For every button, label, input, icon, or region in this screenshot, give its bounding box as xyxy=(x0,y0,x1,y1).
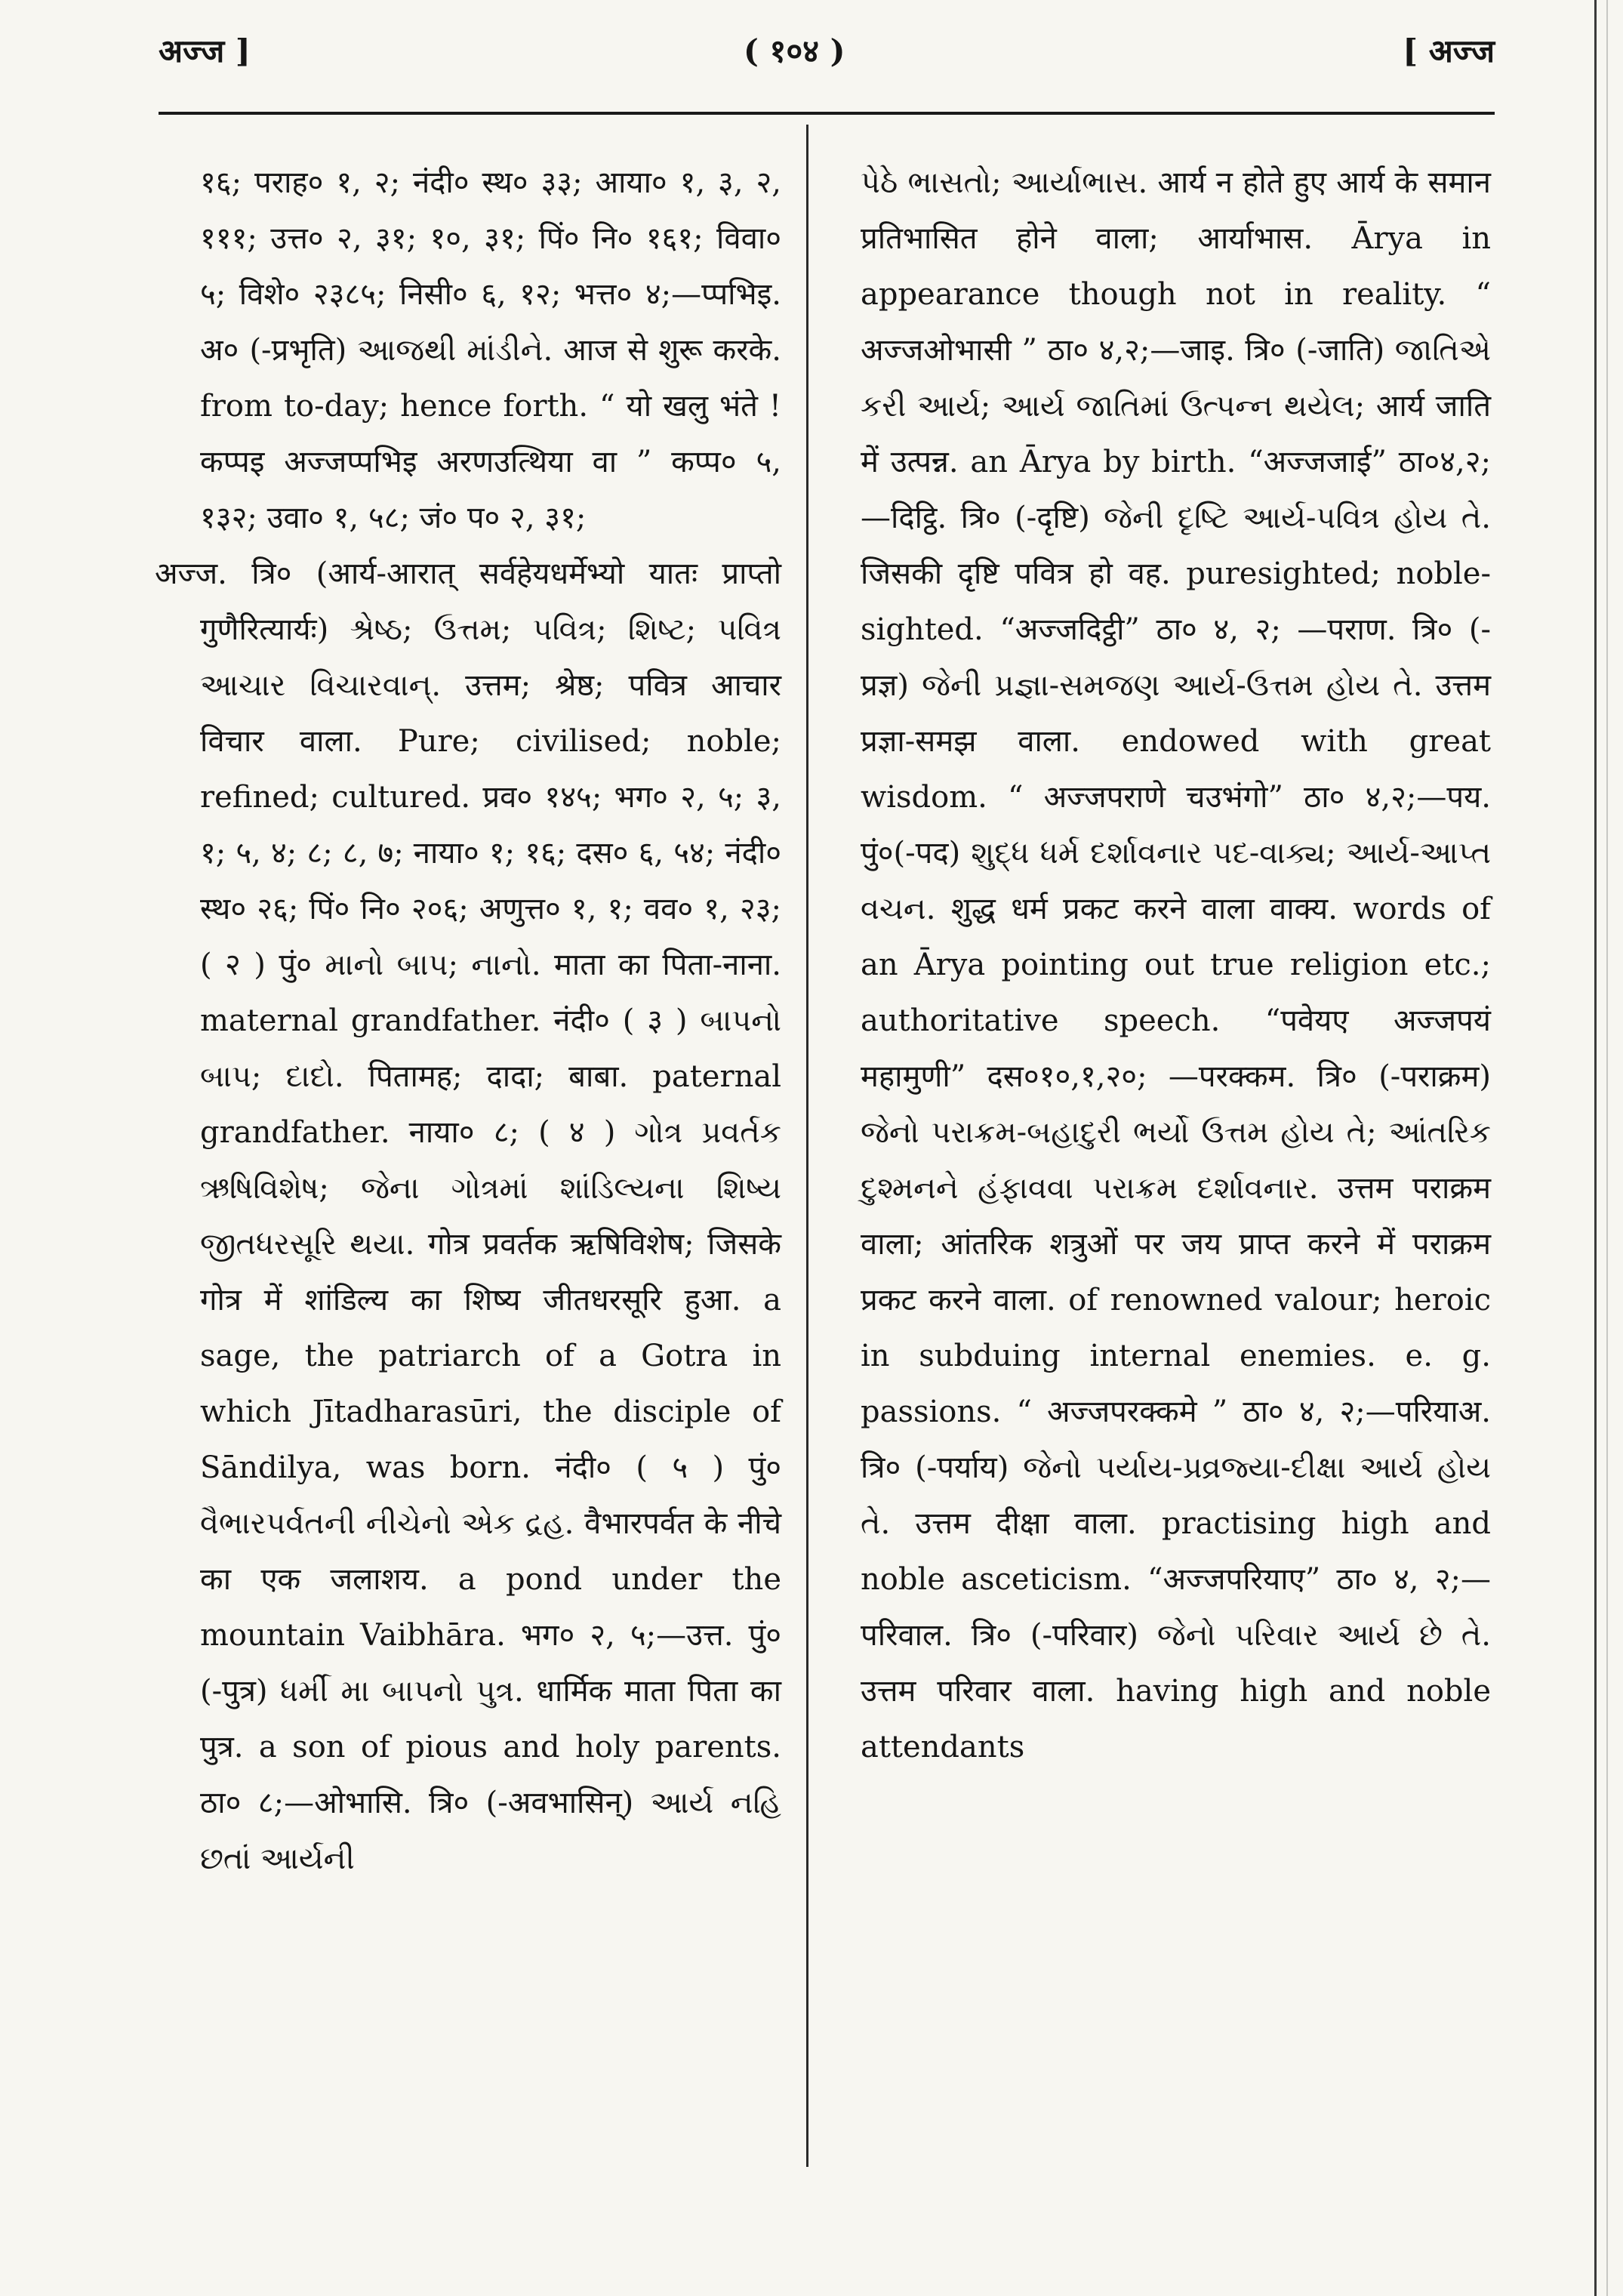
entry-ajja-compounds: પેઠે ભાસતો; આર્યાભાસ. आर्य न होते हुए आर्य के समान प्रतिभासित होने वाला; आर्याभास. Ārya in appearance though not in reality. “ अज्जओभासी ” ठा० ४,२;—जाइ. त्रि० (-जाति) જાતિએ કરી આર્ય; આર્ય જાતિમાં ઉત્પન્ન થયેલ; आर्य जाति में उत्पन्न. an Ārya by birth. “अज्जजाई” ठा०४,२; —दिट्ठि. त्रि० (-दृष्टि) જેની દૃષ્ટિ આર્ય-પવિત્ર હોય તે. जिसकी दृष्टि पवित्र हो वह. puresighted; noble-sighted. “अज्जदिट्ठी” ठा० ४, २; —पराण. त्रि० (-प्रज्ञ) જેની પ્રજ્ઞા-સમજણ આર્ય-ઉત્તમ હોય તે. उत्तम प्रज्ञा-समझ वाला. endowed with great wisdom. “ अज्जपराणे चउभंगो” ठा० ४,२;—पय. पुं०(-पद) શુદ્ધ ધર્મ દર્શાવનાર પદ-વાક્ય; આર્ય-આપ્ત વચન. शुद्ध धर्म प्रकट करने वाला वाक्य. words of an Ārya pointing out true religion etc.; authoritative speech. “पवेयए अज्जपयं महामुणी” दस०१०,१,२०; —परक्कम. त्रि० (-पराक्रम) જેનો પરાક્રમ-બહાદુરી ભર્યો ઉત્તમ હોય તે; આંતરિક દુશ્મનને હંફાવવા પરાક્રમ દર્શાવનાર. उत्तम पराक्रम वाला; आंतरिक शत्रुओं पर जय प्राप्त करने में पराक्रम प्रकट करने वाला. of renowned valour; heroic in subduing internal enemies. e. g. passions. “ अज्जपरक्कमे ” ठा० ४, २;—परियाअ. त्रि० (-पर्याय) જેનો પર્યાય-પ્રવ્રજ્યા-દીક્ષા આર્ય હોય તે. उत्तम दीक्षा वाला. practising high and noble asceticism. “अज्जपरियाए” ठा० ४, २;—परिवाल. त्रि० (-परिवार) જેનો પરિવાર આર્ય છે તે. उत्तम परिवार वाला. having high and noble attendants xyxy=(861,165,1491,1764)
entry-ajja: अज्ज. त्रि० (आर्य-आरात् सर्वहेयधर्मेभ्यो यातः प्राप्तो गुणैरित्यार्यः) શ્રેષ્ઠ; ઉત્તમ; પવિત્ર; શિષ્ટ; પવિત્ર આચાર વિચારવાન્. उत्तम; श्रेष्ठ; पवित्र आचार विचार वाला. Pure; civilised; noble; refined; cultured. प्रव० १४५; भग० २, ५; ३, १; ५, ४; ८; ८, ७; नाया० १; १६; दस० ६, ५४; नंदी० स्थ० २६; पिं० नि० २०६; अणुत्त० १, १; वव० १, २३; ( २ ) पुं० માનો બાપ; નાનો. माता का पिता-नाना. maternal grandfather. नंदी० ( ३ ) બાપનો બાપ; દાદો. पितामह; दादा; बाबा. paternal grandfather. नाया० ८; ( ४ ) ગોત્ર પ્રવર્તક ઋષિવિશેષ; જેના ગોત્રમાં શાંડિલ્યના શિષ્ય જીતધરસૂરિ થયા. गोत्र प्रवर्तक ऋषिविशेष; जिसके गोत्र में शांडिल्य का शिष्य जीतधरसूरि हुआ. a sage, the patriarch of a Gotra in which Jītadharasūri, the disciple of Sāndilya, was born. नंदी० ( ५ ) पुं० વૈભારપર્વતની નીચેનો એક દ્રહ. वैभारपर्वत के नीचे का एक जलाशय. a pond under the mountain Vaibhāra. भग० २, ५;—उत्त. पुं० (-पुत्र) ધર્મી મા બાપનો પુત્ર. धार्मिक माता पिता का पुत्र. a son of pious and holy parents. ठा० ८;—ओभासि. त्रि० (-अवभासिन्) આર્ય નહિ છતાં આર્યની xyxy=(155,556,781,1876)
page-header xyxy=(159,29,1495,89)
entry-continuation: १६; पराह० १, २; नंदी० स्थ० ३३; आया० १, ३, २, १११; उत्त० २, ३१; १०, ३१; पिं० नि० १६१; विवा० ५; विशे० २३८५; निसी० ६, १२; भत्त० ४;—प्पभिइ. अ० (-प्रभृति) આજથી માંડીને. आज से शुरू करके. from to-day; hence forth. “ यो खलु भंते ! कप्पइ अज्जप्पभिइ अरणउत्थिया वा ” कप्प० ५, १३२; उवा० १, ५८; जं० प० २, ३१; xyxy=(200,165,781,535)
header-left-guideword: अज्ज ] xyxy=(159,32,251,69)
page-number: ( १०४ ) xyxy=(744,32,845,69)
page-edge-shadow xyxy=(1606,0,1608,2296)
left-column xyxy=(155,155,781,1887)
right-column xyxy=(861,155,1491,1775)
header-rule xyxy=(159,112,1495,115)
header-right-guideword: [ अज्ज xyxy=(1403,32,1495,69)
column-divider xyxy=(806,125,808,2167)
page-edge-line xyxy=(1594,0,1597,2296)
